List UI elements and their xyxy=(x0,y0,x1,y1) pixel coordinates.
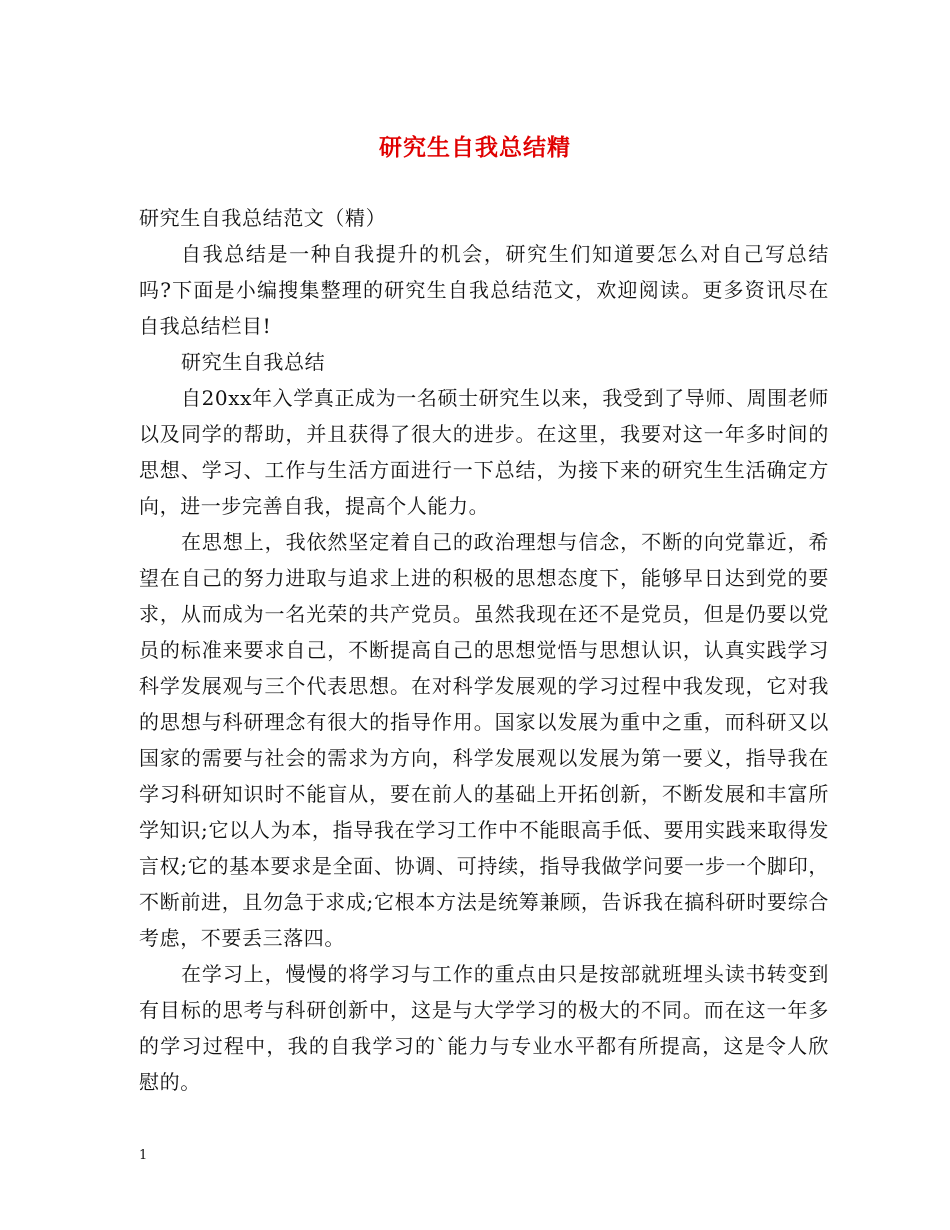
section-heading: 研究生自我总结 xyxy=(181,350,326,374)
body-paragraph: 自20xx年入学真正成为一名硕士研究生以来，我受到了导师、周围老师以及同学的帮助，并且获得了很大的进步。在这里，我要对这一年多时间的思想、学习、工作与生活方面进行一下总结，为接下来的研究生生活确定方向，进一步完善自我，提高个人能力。 xyxy=(139,386,829,518)
page-number: 1 xyxy=(139,1148,148,1163)
body-paragraph: 在思想上，我依然坚定着自己的政治理想与信念，不断的向党靠近，希望在自己的努力进取与追求上进的积极的思想态度下，能够早日达到党的要求，从而成为一名光荣的共产党员。虽然我现在还不是党员，但是仍要以党员的标准来要求自己，不断提高自己的思想觉悟与思想认识，认真实践学习科学发展观与三个代表思想。在对科学发展观的学习过程中我发现，它对我的思想与科研理念有很大的指导作用。国家以发展为重中之重，而科研又以国家的需要与社会的需求为方向，科学发展观以发展为第一要义，指导我在学习科研知识时不能盲从，要在前人的基础上开拓创新，不断发展和丰富所学知识;它以人为本，指导我在学习工作中不能眼高手低、要用实践来取得发言权;它的基本要求是全面、协调、可持续，指导我做学问要一步一个脚印，不断前进，且勿急于求成;它根本方法是统筹兼顾，告诉我在搞科研时要综合考虑，不要丢三落四。 xyxy=(139,530,829,950)
document-title: 研究生自我总结精 xyxy=(379,134,571,161)
document-body xyxy=(139,200,829,1100)
subtitle-paragraph: 研究生自我总结范文（精） xyxy=(139,206,387,230)
intro-paragraph: 自我总结是一种自我提升的机会，研究生们知道要怎么对自己写总结吗?下面是小编搜集整理的研究生自我总结范文，欢迎阅读。更多资讯尽在自我总结栏目! xyxy=(139,242,829,338)
body-paragraph: 在学习上，慢慢的将学习与工作的重点由只是按部就班埋头读书转变到有目标的思考与科研创新中，这是与大学学习的极大的不同。而在这一年多的学习过程中，我的自我学习的`能力与专业水平都有所提高，这是令人欣慰的。 xyxy=(139,962,829,1094)
